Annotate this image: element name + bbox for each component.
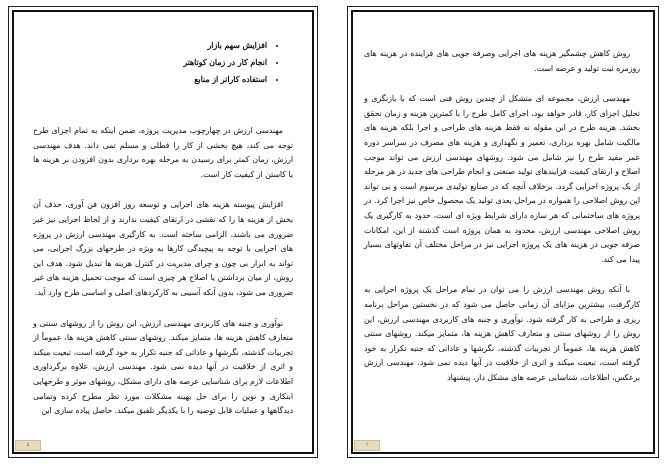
page-text <box>33 37 293 435</box>
paragraph: با آنکه روش مهندسی ارزش را می توان در تمام مراحل یک پروژه اجرایی به کارگرفت، بیشترین مزایای آن زمانی حاصل می شود که در نخستین مراحل برنامه ریزی و طراحی به کار گرفته شود. نوآوری و جنبه های کاربردی مهندسی ارزش، این روش را از روشهای سنتی و متعارف کاهش هزینه ها، متمایز میکند. روشهای سنتی کاهش هزینه ها، عموماً از تجربیات گذشته، نگرشها و عاداتی که جنبه تکرار به خود گرفته است، تبعیت میکند و اثری از خلاقیت در آنها دیده نمی شود. مهندسی ارزش برعکس، اطلاعات، شناسایی عرصه های مشکل دار، پیشنهاد <box>364 285 640 382</box>
page-number-tab: ۵ <box>15 440 41 451</box>
document-page-right <box>347 6 659 458</box>
paragraph: افزایش پیوسته هزینه های اجرایی و توسعه روز افزون فن آوری، حذف آن بخش از هزینه ها را که نقشی در ارتقای کیفیت ندارند و از لحاظ اجرایی نیز غیر ضروری می باشند، الزامی ساخته است. به کارگیری مهندسی ارزش در پروژه های اجرایی با توجه به پیچیدگی کارها به ویژه در طرحهای بزرگ اجرایی، می تواند به ابزار بی چون و چرای مدیریت در کنترل هزینه ها تبدیل شود. هدف این روش، از میان برداشتن یا اصلاح هر چیزی است که موجب تحمیل هزینه های غیر ضروری می شود، بدون آنکه آسیبی به کارکردهای اصلی و اساسی طرح وارد آید. <box>33 200 293 297</box>
page-text <box>364 47 640 401</box>
paragraph: مهندسی ارزش، مجموعه ای متشکل از چندین روش فنی است که با بازنگری و تحلیل اجزای کار، قادر خواهد بود، اجرای کامل طرح را با کمترین هزینه و زمان تحقق بخشد. هزینه طرح در این مقوله نه فقط هزینه های طراحی و اجرا بلکه هزینه های مالکیت شامل بهره برداری، تعمیر و نگهداری و هزینه های مصرف در سراسر دوره عمر مفید طرح را نیز شامل می شود. روشهای مهندسی ارزش می تواند موجب اصلاح و ارتقای کیفیت فرایندهای تولید صنعتی و انجام طراحی های جدید در هر مرحله از یک پروژه اجرایی گردد. برخلاف آنچه که در صنایع تولیدی مرسوم است و بی تواند این روش اصلاحی را همواره در مراحل بعدی تولید یک محصول خاص نیز اجرا کرد. در پروژه های ساختمانی که هر سازه دارای شرایط ویژه ای است، حدود به کارگیری یک روش اصلاحی مهندسی ارزش، محدود به همان پروژه است گذشته از این، امکانات صرفه جویی در هزینه های یک پروژه اجرایی نیز در مراحل مختلف آن تفاوتهای بسیار پیدا می کند. <box>364 94 640 264</box>
document-page-left <box>8 6 318 458</box>
paragraph: نوآوری و جنبه های کاربردی مهندسی ارزش، این روش را از روشهای سنتی و متعارف کاهش هزینه ها، متمایز میکند. روشهای سنتی کاهش هزینه ها، عموماً از تجربیات گذشته، نگرشها و عاداتی که جنبه تکرار به خود گرفته است، تبعیت میکند و اثری از خلاقیت در آنها دیده نمی شود. مهندسی ارزش، علاوه برگرداوری اطلاعات لازم برای شناسایی عرصه های دارای مشکل، روشهای موثر و طرحهایی ابتکاری و نوین را برای حل بهینه مشکلات مورد نظر مطرح کرده وتمامی دیدگاهها و عملیات قابل توصیه را با یکدیگر تلفیق میکند. حاصل پیاده سازی این <box>33 318 293 416</box>
list-item: • انجام کار در زمان کوتاهتر <box>33 54 267 71</box>
page-number-tab: ۶ <box>354 440 380 451</box>
paragraph: مهندسی ارزش در چهارچوب مدیریت پروژه، ضمن اینکه به تمام اجزای طرح توجه می کند، هیچ بخشی از کار را فطلی و مسلم تمی داند. هدف مهندسی ارزش، زمان کمتر برای رسیدن به مرحله بهره برداری بدون افزودن بر هزینه ها یا کاستن از کیفیت کار است. <box>33 126 293 179</box>
list-item: • افزایش سهم بازار <box>33 37 267 54</box>
paragraph: روش کاهش چشمگیر هزینه های اجرایی وصرفه جویی های فزاینده در هزینه های روزمره ثبت تولید و عرضه است. <box>364 49 640 73</box>
benefit-list <box>33 37 293 88</box>
list-item: • استفاده کاراتر از منابع <box>33 71 267 88</box>
